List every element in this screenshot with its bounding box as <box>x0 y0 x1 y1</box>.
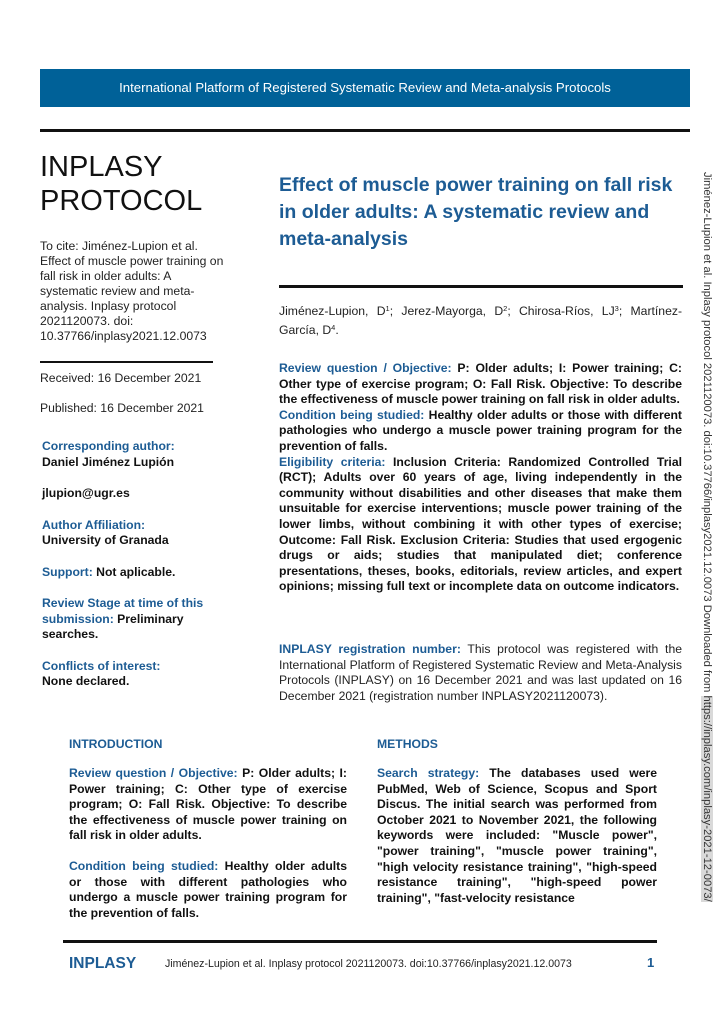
conflicts-of-interest <box>42 659 232 690</box>
abstract-review-label: Review question / Objective: <box>279 361 452 375</box>
methods-search-label: Search strategy: <box>377 766 480 780</box>
citation-text: To cite: Jiménez-Lupion et al. Effect of muscle power training on fall risk in older adults: A systematic review and meta-analysis. Inplasy protocol 2021120073. doi: 10.37766/inplasy2021.12.0073 <box>40 239 224 343</box>
dates-block <box>40 371 230 431</box>
review-stage-label: Review Stage at time of this submission: <box>42 596 204 626</box>
page-number: 1 <box>647 955 655 970</box>
banner-text: International Platform of Registered Systematic Review and Meta-analysis Protocols <box>119 80 611 95</box>
corresponding-author-label: Corresponding author: <box>42 439 175 453</box>
left-divider <box>40 361 213 363</box>
left-sidebar <box>40 150 226 344</box>
intro-review-label: Review question / Objective: <box>69 766 238 780</box>
side-note-link[interactable]: https://inplasy.com/inplasy-2021-12-0073/ <box>701 695 713 902</box>
abstract-condition-text: Healthy older adults or those with different pathologies who undergo a muscle power training program for the prevention of falls. <box>279 407 682 453</box>
paper-title: Effect of muscle power training on fall risk in older adults: A systematic review and meta-analysis <box>279 174 673 250</box>
intro-condition-paragraph <box>69 859 347 921</box>
registration-note <box>279 642 682 704</box>
title-divider <box>279 285 683 288</box>
registration-text: This protocol was registered with the International Platform of Registered Systematic Review and Meta-Analysis Protocols (INPLASY) on 16 December 2021 and was last updated on 16 December 2021 (registration number INPLASY2021120073). <box>279 642 682 703</box>
conflicts-value: None declared. <box>42 674 130 688</box>
intro-condition-text: Healthy older adults or those with different pathologies who undergo a muscle power training program for the prevention of falls. <box>69 858 347 920</box>
affiliation-value: University of Granada <box>42 533 169 547</box>
author-email[interactable]: jlupion@ugr.es <box>42 486 130 500</box>
metadata-block <box>42 439 232 706</box>
author: Chirosa-Ríos, $LJ^3$; <box>519 304 631 318</box>
footer-citation: Jiménez-Lupion et al. Inplasy protocol 2021120073. doi:10.37766/inplasy2021.12.0073 <box>165 958 572 970</box>
protocol-heading-line2: PROTOCOL <box>40 185 203 217</box>
introduction-heading: INTRODUCTION <box>69 737 163 751</box>
published-date: Published: 16 December 2021 <box>40 401 204 415</box>
footer-brand: INPLASY <box>69 955 137 972</box>
author-affiliation <box>42 518 232 549</box>
protocol-heading-line1: INPLASY <box>40 151 163 183</box>
review-stage <box>42 596 232 643</box>
author: Martínez-García, $D^4$. <box>279 304 683 337</box>
abstract-review-text: P: Older adults; I: Power training; C: Other type of exercise program; O: Fall Risk. Objective: To describe the effectiveness of muscle power training on fall risk in older adults. <box>279 361 682 407</box>
affiliation-label: Author Affiliation: <box>42 517 146 532</box>
top-divider <box>40 129 690 132</box>
intro-review-text: P: Older adults; I: Power training; C: Other type of exercise program; O: Fall Risk. Objective: To describe the effectiveness of muscle power training on fall risk in older adults. <box>69 766 347 843</box>
corresponding-author <box>42 439 232 470</box>
author: Jerez-Mayorga, $D^2$; <box>401 304 519 318</box>
protocol-heading <box>40 150 226 218</box>
author-list <box>279 301 682 338</box>
side-download-note <box>700 172 714 992</box>
support <box>42 565 232 581</box>
corresponding-author-name: Daniel Jiménez Lupión <box>42 454 175 469</box>
methods-heading: METHODS <box>377 737 438 751</box>
side-note-text: Jiménez-Lupion et al. Inplasy protocol 2021120073. doi:10.37766/inplasy2021.12.0073 Downloaded from <box>701 172 713 696</box>
methods-body <box>377 766 657 906</box>
received-date: Received: 16 December 2021 <box>40 371 202 385</box>
methods-search-text: The databases used were PubMed, Web of Science, Scopus and Sport Discus. The initial search was performed from October 2021 to November 2021, the following keywords were included: "Muscle power", "power training", "muscle power training", "high velocity resistance training", "high-speed resistance training", "high-speed power training", "fast-velocity resistance <box>377 766 657 905</box>
title-block <box>279 172 682 253</box>
support-value: Not aplicable. <box>96 564 176 579</box>
intro-review-paragraph <box>69 766 347 844</box>
registration-label: INPLASY registration number: <box>279 642 461 656</box>
abstract-eligibility-label: Eligibility criteria: <box>279 454 386 469</box>
intro-condition-label: Condition being studied: <box>69 858 219 873</box>
abstract-condition-label: Condition being studied: <box>279 407 425 422</box>
review-stage-value: Preliminary searches. <box>42 611 184 641</box>
abstract-summary <box>279 361 682 595</box>
introduction-body <box>69 766 347 936</box>
author: Jiménez-Lupion, $D^1$; <box>279 304 402 318</box>
support-label: Support: <box>42 564 93 579</box>
footer-divider <box>63 940 657 943</box>
abstract-eligibility-text: Inclusion Criteria: Randomized Controlled Trial (RCT); Adults over 60 years of age, living independently in the community without disabilities and other diseases that make them unsuitable for exercise interventions; muscle power training of the lower limbs, without combining it with other types of exercise; Outcome: Fall Risk. Exclusion Criteria: Studies that used ergogenic drugs or aids; studies that manipulated diet; conference presentations, theses, books, editorials, review articles, and expert opinions; missing full text or incomplete data on outcome indicators. <box>279 454 682 594</box>
header-banner <box>40 69 690 107</box>
conflicts-label: Conflicts of interest: <box>42 658 161 673</box>
